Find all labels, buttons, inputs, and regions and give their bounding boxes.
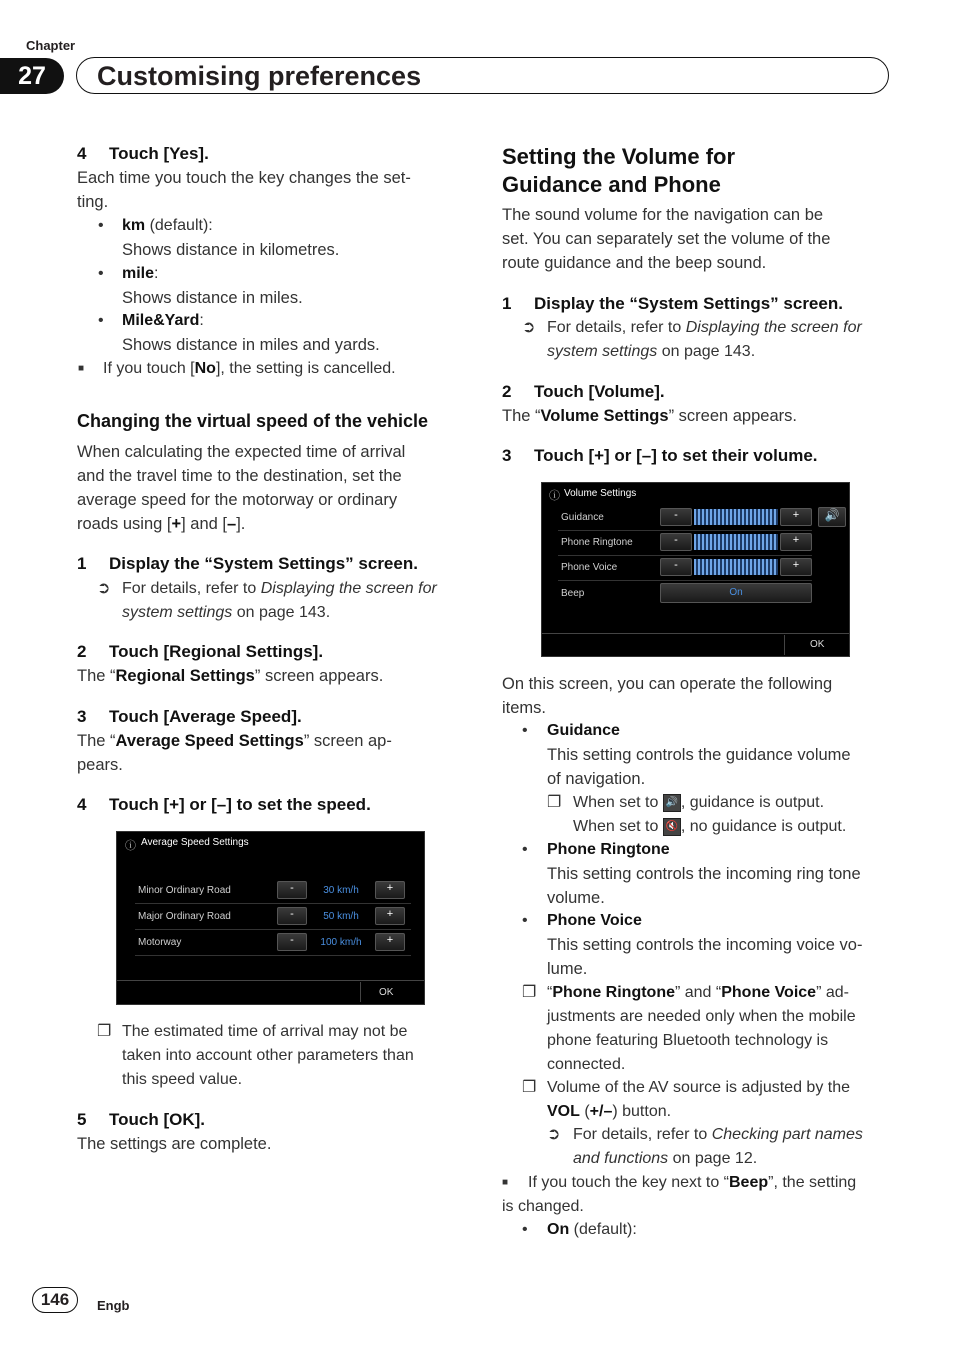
minus-button[interactable]: -: [277, 907, 307, 925]
row-label: Phone Voice: [561, 562, 618, 573]
right-step-2-body: The “Volume Settings” screen appears.: [502, 407, 797, 425]
chapter-label: Chapter: [26, 38, 76, 53]
left-step-2-body: The “Regional Settings” screen appears.: [77, 667, 384, 685]
option-mile-yard-desc: Shows distance in miles and yards.: [122, 336, 380, 354]
divider: [558, 580, 812, 581]
left-step-3-body: The “Average Speed Settings” screen ap- pears.: [77, 732, 392, 774]
speaker-on-icon: 🔊: [663, 794, 681, 812]
virtual-speed-intro: When calculating the expected time of arrival and the travel time to the destination, set the average speed for the motorway or ordinary roads using [+] and [–].: [77, 443, 406, 533]
item-phone-ringtone: • Phone Ringtone: [522, 841, 670, 858]
minus-button[interactable]: -: [660, 508, 692, 526]
item-phone-ringtone-desc: This setting controls the incoming ring tone volume.: [547, 865, 861, 907]
beep-note: ■ If you touch the key next to “Beep”, the setting is changed.: [502, 1174, 857, 1215]
volume-bar[interactable]: [694, 559, 778, 575]
row-label: Guidance: [561, 512, 604, 523]
divider: [135, 929, 411, 930]
screen-title: Average Speed Settings: [141, 837, 249, 848]
left-step-5-body: The settings are complete.: [77, 1135, 272, 1153]
item-phone-voice: • Phone Voice: [522, 912, 642, 929]
ok-button[interactable]: OK: [379, 987, 394, 998]
right-step-3: 3 Touch [+] or [–] to set their volume.: [502, 446, 818, 465]
left-step-2: 2 Touch [Regional Settings].: [77, 642, 324, 661]
row-label: Motorway: [138, 937, 182, 948]
screen-logo-icon: ⓘ: [125, 840, 136, 852]
left-step-1: 1 Display the “System Settings” screen.: [77, 554, 418, 573]
item-guidance-desc: This setting controls the guidance volume of navigation.: [547, 746, 851, 788]
language-code: Engb: [97, 1298, 130, 1313]
step-4-touch-yes: 4 Touch [Yes].: [77, 144, 209, 163]
left-step-4-speed: 4 Touch [+] or [–] to set the speed.: [77, 795, 371, 814]
average-speed-screen: [116, 831, 425, 1005]
plus-button[interactable]: +: [780, 533, 812, 551]
footer-divider-vertical: [360, 982, 361, 1002]
row-label: Minor Ordinary Road: [138, 885, 231, 896]
chapter-number: 27: [0, 58, 64, 94]
page-number: 146: [32, 1287, 78, 1313]
volume-bar[interactable]: [694, 509, 778, 525]
chapter-title: Customising preferences: [97, 61, 422, 91]
minus-button[interactable]: -: [277, 933, 307, 951]
plus-button[interactable]: +: [780, 558, 812, 576]
plus-button[interactable]: +: [375, 933, 405, 951]
guidance-output-note: ❐ When set to 🔊 , guidance is output. When set to 🔇 , no guidance is output.: [547, 794, 847, 835]
option-km-desc: Shows distance in kilometres.: [122, 241, 340, 259]
left-step-3: 3 Touch [Average Speed].: [77, 707, 302, 726]
bluetooth-note: ❐ “Phone Ringtone” and “Phone Voice” ad- justments are needed only when the mobile phone featuring Bluetooth technology is connected.: [522, 984, 856, 1073]
volume-intro: The sound volume for the navigation can be set. You can separately set the volume of the route guidance and the beep sound.: [502, 206, 831, 272]
speed-note: ❐ The estimated time of arrival may not be taken into account other parameters than this speed value.: [97, 1023, 414, 1088]
volume-bar[interactable]: [694, 534, 778, 550]
speed-value: 100 km/h: [320, 937, 362, 948]
beep-label: Beep: [561, 588, 585, 599]
ok-button[interactable]: OK: [810, 639, 825, 650]
left-step-5: 5 Touch [OK].: [77, 1110, 205, 1129]
cancel-note: ■ If you touch [No], the setting is cancelled.: [78, 360, 396, 377]
footer-divider: [117, 980, 424, 981]
beep-toggle[interactable]: On: [660, 583, 812, 603]
option-mile-yard: • Mile&Yard:: [98, 312, 204, 329]
option-mile-desc: Shows distance in miles.: [122, 289, 303, 307]
minus-button[interactable]: -: [660, 558, 692, 576]
ref-part-names: ➲ For details, refer to Checking part names and functions on page 12.: [547, 1126, 863, 1167]
av-source-note: ❐ Volume of the AV source is adjusted by the VOL (+/–) button.: [522, 1079, 850, 1120]
volume-settings-screen: [541, 482, 850, 657]
item-guidance: • Guidance: [522, 722, 620, 739]
speed-value: 50 km/h: [323, 911, 359, 922]
option-km: • km (default):: [98, 217, 213, 234]
divider: [135, 955, 411, 956]
speed-value: 30 km/h: [323, 885, 359, 896]
item-phone-voice-desc: This setting controls the incoming voice vo- lume.: [547, 936, 863, 978]
plus-button[interactable]: +: [375, 907, 405, 925]
row-label: Phone Ringtone: [561, 537, 633, 548]
footer-divider-vertical: [784, 635, 785, 655]
right-step-1: 1 Display the “System Settings” screen.: [502, 294, 843, 313]
right-step-2: 2 Touch [Volume].: [502, 382, 665, 401]
subheading-virtual-speed: Changing the virtual speed of the vehicle: [77, 411, 429, 431]
divider: [558, 530, 812, 531]
screen-title: Volume Settings: [564, 488, 637, 499]
footer-divider: [542, 633, 849, 634]
left-ref-system-settings: ➲ For details, refer to Displaying the screen for system settings on page 143.: [97, 580, 437, 621]
right-ref-system-settings: ➲ For details, refer to Displaying the screen for system settings on page 143.: [522, 319, 862, 360]
row-label: Major Ordinary Road: [138, 911, 231, 922]
screen-items-intro: On this screen, you can operate the following items.: [502, 675, 833, 717]
beep-option-on: • On (default):: [522, 1221, 637, 1238]
speaker-muted-icon: 🔇: [663, 818, 681, 836]
section-heading-volume: Setting the Volume for Guidance and Phone: [502, 144, 736, 197]
step-4-body: Each time you touch the key changes the set- ting.: [77, 169, 411, 211]
minus-button[interactable]: -: [277, 881, 307, 899]
plus-button[interactable]: +: [375, 881, 405, 899]
divider: [558, 555, 812, 556]
screen-logo-icon: ⓘ: [549, 490, 560, 502]
option-mile: • mile:: [98, 265, 159, 282]
divider: [135, 903, 411, 904]
minus-button[interactable]: -: [660, 533, 692, 551]
guidance-speaker-icon[interactable]: 🔊: [818, 507, 846, 527]
plus-button[interactable]: +: [780, 508, 812, 526]
